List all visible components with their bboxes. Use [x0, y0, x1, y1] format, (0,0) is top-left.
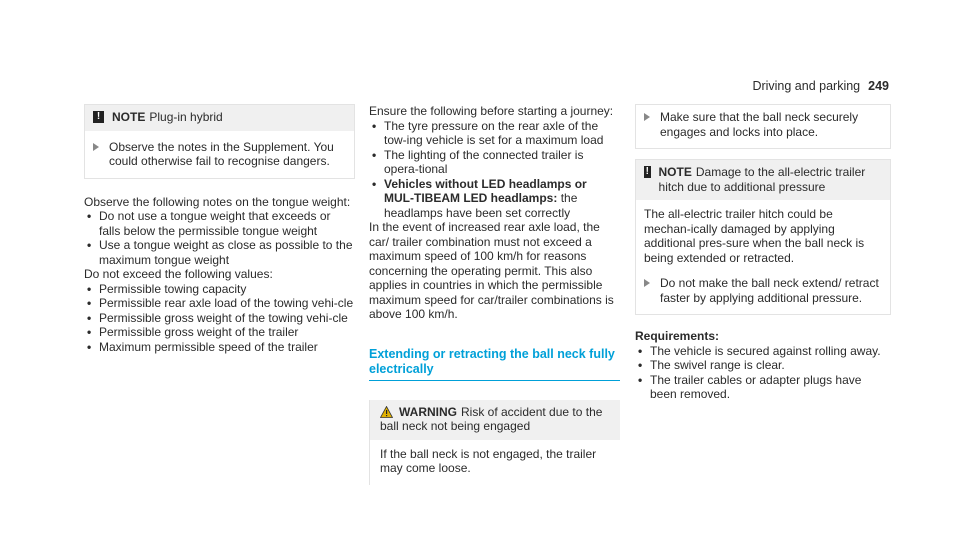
warning-header [370, 400, 620, 440]
list-item: • Do not use a tongue weight that exceeds or falls below the permissible tongue weight [84, 209, 355, 238]
warning-box [369, 400, 620, 485]
list-item: • The vehicle is secured against rolling away. [635, 344, 891, 359]
list-item: • Permissible rear axle load of the towing vehi-cle [84, 296, 355, 311]
tongue-weight-list [84, 209, 355, 267]
list-item: • Maximum permissible speed of the trailer [84, 340, 355, 355]
section-name: Driving and parking [752, 79, 861, 93]
arrow-right-icon [644, 279, 650, 287]
tongue-weight-intro: Observe the following notes on the tongue weight: [84, 194, 351, 209]
section-title: Extending or retracting the ball neck fully electrically [369, 347, 620, 381]
requirements-title: Requirements: [635, 329, 720, 343]
list-item [369, 177, 620, 221]
instruction-step [93, 140, 346, 169]
event-paragraph: In the event of increased rear axle load, the car/ trailer combination must not exceed a maximum speed of 100 km/h for reasons concerning the operating permit. This also applies in countries in which the permissible maximum speed for car/trailer combinations is above 100 km/h. [369, 220, 614, 321]
step-text: Observe the notes in the Supplement. You could otherwise fail to recognise dangers. [109, 139, 334, 168]
note-title: NOTE [112, 110, 146, 124]
warning-title: WARNING [399, 404, 457, 419]
step-text: Make sure that the ball neck securely engages and locks into place. [660, 110, 859, 139]
page-header [752, 79, 889, 94]
vehicles-text: the headlamps have been set correctly [384, 191, 578, 220]
column-right [635, 104, 891, 402]
note-subtitle: Damage to the all-electric trailer hitch due to additional pressure [658, 165, 866, 194]
ensure-list [369, 119, 620, 221]
note-subtitle: Plug-in hybrid [149, 110, 223, 124]
note-header [636, 160, 890, 200]
requirements-list [635, 344, 891, 402]
step-box-body [636, 105, 890, 148]
warning-subtitle: Risk of accident due to the ball neck not being engaged [380, 404, 603, 433]
note-title: NOTE [658, 165, 692, 179]
values-list [84, 282, 355, 355]
vehicles-condition: Vehicles without LED headlamps or MUL-TIBEAM LED headlamps: [384, 176, 587, 205]
values-intro: Do not exceed the following values: [84, 267, 273, 281]
note-text: The all-electric trailer hitch could be mechan-ically damaged by applying additional pres-sure when the ball neck is being extended or retracted. [644, 207, 865, 265]
page-number: 249 [868, 79, 889, 93]
arrow-right-icon [644, 113, 650, 121]
list-item: • Permissible gross weight of the towing vehi-cle [84, 311, 355, 326]
ensure-intro: Ensure the following before starting a journey: [369, 104, 614, 118]
note-body [85, 131, 354, 178]
list-item: • The tyre pressure on the rear axle of the tow-ing vehicle is set for a maximum load [369, 119, 620, 148]
list-item: • The swivel range is clear. [635, 358, 891, 373]
warning-triangle-icon [380, 406, 393, 418]
note-box-plug-in-hybrid [84, 104, 355, 179]
warning-body: If the ball neck is not engaged, the trailer may come loose. [380, 446, 597, 475]
list-item: • The lighting of the connected trailer is opera-tional [369, 148, 620, 177]
note-box-damage [635, 159, 891, 315]
step-box [635, 104, 891, 149]
column-middle [369, 104, 620, 485]
note-body [636, 200, 890, 314]
list-item: • Use a tongue weight as close as possible to the maximum tongue weight [84, 238, 355, 267]
exclamation-icon: ! [645, 166, 649, 177]
list-item: • Permissible towing capacity [84, 282, 355, 297]
note-header [85, 105, 354, 131]
step-text: Do not make the ball neck extend/ retract faster by applying additional pressure. [660, 276, 879, 305]
instruction-step [644, 276, 882, 305]
arrow-right-icon [93, 143, 99, 151]
exclamation-icon: ! [93, 111, 104, 123]
column-left [84, 104, 355, 354]
list-item: • The trailer cables or adapter plugs have been removed. [635, 373, 891, 402]
note-heading [659, 165, 882, 194]
list-item: • Permissible gross weight of the trailer [84, 325, 355, 340]
instruction-step [644, 110, 882, 139]
